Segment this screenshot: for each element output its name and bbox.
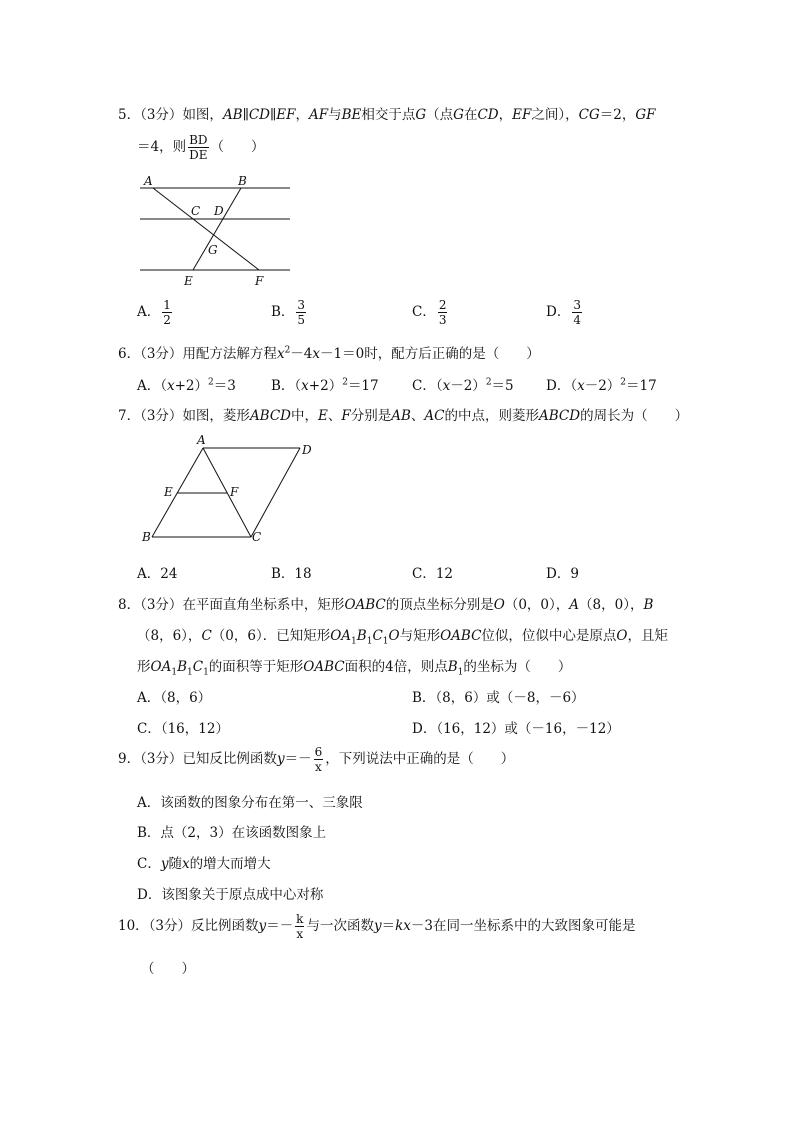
q8-stem-line3: 形$OA_1B_1C_1$的面积等于矩形OABC面积的4倍，则点$B_1$的坐标为（ ） [137, 659, 572, 678]
q5-stem-line1: 5．（3分）如图，AB∥CD∥EF，AF与BE相交于点G（点G在CD，EF之间），CG＝2，GF [118, 107, 656, 123]
q7-label-b: B [142, 530, 151, 544]
q9-choice-d: D．该图象关于原点成中心对称 [137, 887, 324, 903]
q8-stem-line1: 8．（3分）在平面直角坐标系中，矩形OABC的顶点坐标分别是O（0，0），A（8，0），B [118, 597, 654, 613]
q5-choice-b: B． $\frac{3}{5}$ [271, 298, 306, 327]
q5-choice-d: D． $\frac{3}{4}$ [546, 298, 581, 327]
q7-label-c: C [252, 530, 262, 544]
q8-choice-c: C．（16，12） [137, 721, 229, 737]
q6-choice-c: C．$(x-2)^2=5$ [412, 377, 514, 394]
q5-stem-line2: ＝4，则 $\frac{BD}{DE}$ （ ） [137, 133, 265, 162]
q6-choice-a: A．$(x+2)^2=3$ [137, 377, 236, 394]
q9-choice-c: C．y随x的增大而增大 [137, 856, 271, 872]
q10-fraction: $\frac{k}{x}$ [296, 912, 304, 941]
q7-label-f: F [230, 485, 239, 499]
q6-choice-b: B．$(x+2)^2=17$ [271, 377, 379, 394]
q7-figure [138, 430, 318, 548]
q9-stem: 9．（3分）已知反比例函数y＝－ $\frac{6}{x}$ ，下列说法中正确的是（ ） [118, 745, 515, 774]
q5-label-b: B [238, 174, 247, 188]
q7-label-e: E [164, 485, 173, 499]
q7-choice-c: C．12 [412, 566, 454, 582]
q5-fraction: $\frac{BD}{DE}$ [189, 133, 208, 162]
q7-choice-a: A．24 [137, 566, 178, 582]
q5-figure [135, 172, 295, 292]
q7-stem: 7．（3分）如图，菱形ABCD中，E、F分别是AB、AC的中点，则菱形ABCD的周长为（ ） [118, 408, 689, 424]
q7-label-a: A [197, 433, 206, 447]
q8-stem-line2: （8，6），C（0，6）．已知矩形$OA_1B_1C_1O$与矩形OABC位似，位似中心是原点O，且矩 [137, 628, 668, 647]
q8-choice-b: B．（8，6）或（－8，－6） [412, 690, 585, 706]
q8-choice-d: D．（16，12）或（－16，－12） [412, 721, 620, 737]
q9-choice-b: B．点（2，3）在该函数图象上 [137, 825, 327, 841]
q7-choice-b: B．18 [271, 566, 312, 582]
q5-label-g: G [208, 243, 218, 257]
q5-choice-a: A． $\frac{1}{2}$ [137, 298, 171, 327]
q5-label-f: F [255, 274, 264, 288]
q10-stem: 10．（3分）反比例函数y＝－ $\frac{k}{x}$ 与一次函数y＝kx－3在同一坐标系中的大致图象可能是 [118, 912, 636, 941]
q5-label-c: C [191, 204, 201, 218]
q6-stem: 6．（3分）用配方法解方程$x^2-4x-1=0$时，配方后正确的是（ ） [118, 345, 540, 362]
q7-label-d: D [302, 443, 312, 457]
q9-choice-a: A．该函数的图象分布在第一、三象限 [137, 795, 363, 811]
q7-choice-d: D．9 [546, 566, 579, 582]
q5-label-a: A [144, 174, 153, 188]
q9-fraction: $\frac{6}{x}$ [314, 745, 323, 774]
q10-blank: （ ） [141, 961, 195, 977]
q5-label-d: D [214, 204, 224, 218]
q5-choice-c: C． $\frac{2}{3}$ [412, 298, 447, 327]
q6-choice-d: D．$(x-2)^2=17$ [546, 377, 657, 394]
q8-choice-a: A．（8，6） [137, 690, 212, 706]
q5-label-e: E [184, 274, 193, 288]
